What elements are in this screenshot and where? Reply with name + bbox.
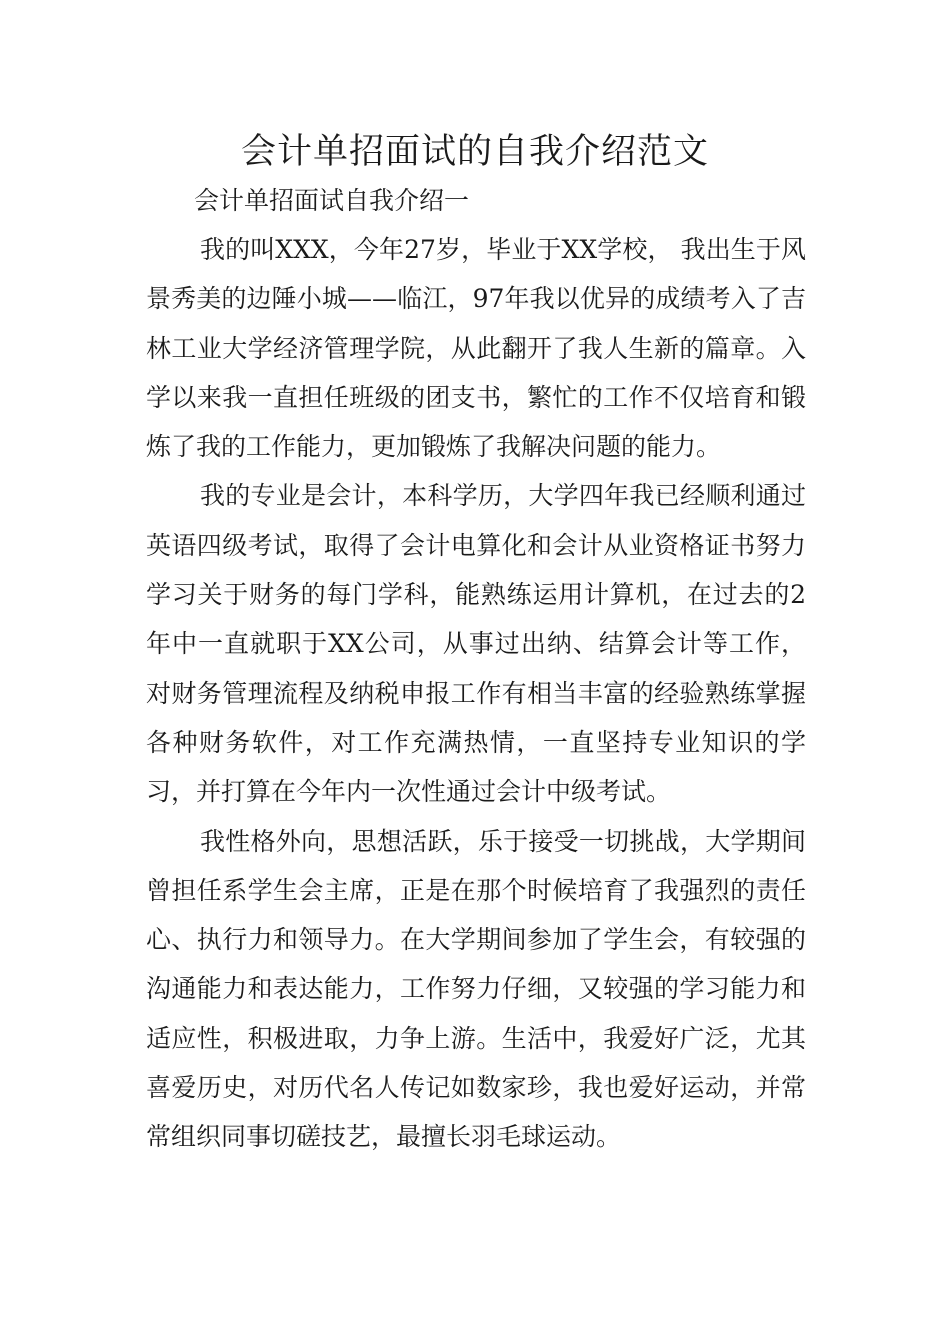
document-body: [146, 225, 806, 1162]
paragraph-1: 我的叫XXX，今年27岁，毕业于XX学校， 我出生于风景秀美的边陲小城——临江，97年我以优异的成绩考入了吉林工业大学经济管理学院，从此翻开了我人生新的篇章。入学以来我一直担任班级的团支书，繁忙的工作不仅培育和锻炼了我的工作能力，更加锻炼了我解决问题的能力。: [146, 235, 806, 462]
document-title: 会计单招面试的自我介绍范文: [240, 132, 709, 172]
document-subtitle: 会计单招面试自我介绍一: [194, 186, 470, 215]
paragraph-3: 我性格外向，思想活跃，乐于接受一切挑战，大学期间曾担任系学生会主席，正是在那个时候培育了我强烈的责任心、执行力和领导力。在大学期间参加了学生会，有较强的沟通能力和表达能力，工作努力仔细，又较强的学习能力和适应性，积极进取，力争上游。生活中，我爱好广泛，尤其喜爱历史，对历代名人传记如数家珍，我也爱好运动，并常常组织同事切磋技艺，最擅长羽毛球运动。: [146, 826, 806, 1152]
paragraph-2: 我的专业是会计，本科学历，大学四年我已经顺利通过英语四级考试，取得了会计电算化和会计从业资格证书努力学习关于财务的每门学科，能熟练运用计算机，在过去的2年中一直就职于XX公司，从事过出纳、结算会计等工作，对财务管理流程及纳税申报工作有相当丰富的经验熟练掌握各种财务软件，对工作充满热情，一直坚持专业知识的学习，并打算在今年内一次性通过会计中级考试。: [146, 481, 806, 807]
